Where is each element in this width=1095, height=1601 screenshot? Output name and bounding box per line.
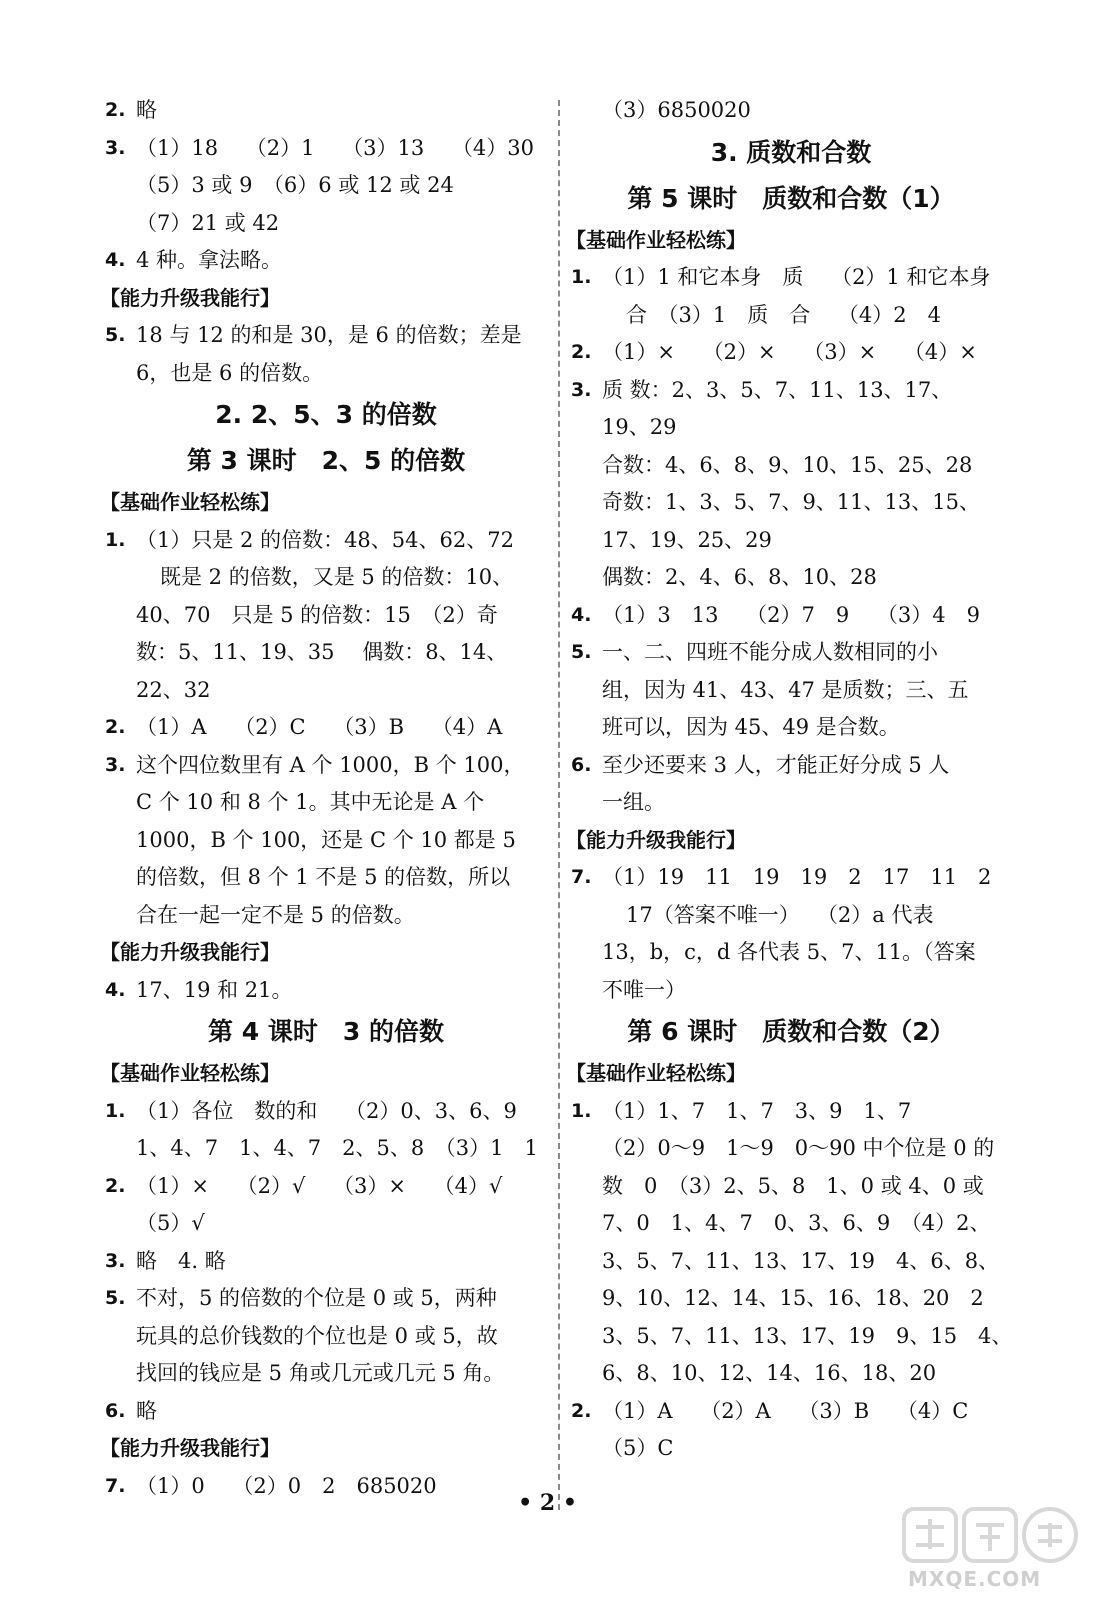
answer-item <box>566 859 1016 897</box>
answer-text: 13，b，c，d 各代表 5、7、11。（答案 <box>602 940 976 964</box>
answer-text: （5）√ <box>136 1211 205 1235</box>
answer-continuation <box>100 1205 552 1243</box>
answer-item <box>100 1393 552 1431</box>
section-heading: 3. 质数和合数 <box>710 137 872 167</box>
answer-continuation <box>566 92 1016 130</box>
answer-text: （5）C <box>602 1436 674 1460</box>
answer-continuation <box>566 297 1016 335</box>
item-number: 7. <box>105 1474 126 1497</box>
item-number: 3. <box>105 753 126 776</box>
item-number: 3. <box>571 378 592 401</box>
answer-text: 40、70 只是 5 的倍数：15 （2）奇 <box>136 602 498 627</box>
answer-continuation <box>100 1130 552 1168</box>
exercise-section-label: 【能力升级我能行】 <box>100 940 280 964</box>
answer-text: （1）各位 数的和 （2）0、3、6、9 <box>136 1098 517 1123</box>
answer-text: 22、32 <box>136 677 211 702</box>
answer-text: （1）3 13 （2）7 9 （3）4 9 <box>602 602 980 627</box>
column-divider <box>558 100 560 1510</box>
answer-text: （2）0～9 1～9 0～90 中个位是 0 的 <box>602 1136 995 1160</box>
answer-text: 组，因为 41、43、47 是质数；三、五 <box>602 677 969 702</box>
answer-item <box>566 1093 1016 1131</box>
answer-continuation <box>566 409 1016 447</box>
exercise-section-label: 【能力升级我能行】 <box>100 285 280 310</box>
answer-text: 的倍数，但 8 个 1 不是 5 的倍数，所以 <box>136 865 511 889</box>
answer-text: 4 种。拿法略。 <box>136 248 283 272</box>
answer-text: （5）3 或 9 （6）6 或 12 或 24 <box>136 173 454 197</box>
item-number: 4. <box>105 978 126 1001</box>
answer-continuation <box>100 1318 552 1356</box>
answer-text: （1）19 11 19 19 2 17 11 2 <box>602 865 992 889</box>
answer-text: 质 数：2、3、5、7、11、13、17、 <box>602 377 953 402</box>
answer-continuation <box>566 972 1016 1010</box>
exercise-section-label: 【基础作业轻松练】 <box>100 490 280 514</box>
answer-text: 找回的钱应是 5 角或几元或几元 5 角。 <box>136 1361 505 1385</box>
answer-continuation <box>566 1318 1016 1356</box>
answer-text: （3）6850020 <box>602 98 751 122</box>
exercise-section-label: 【基础作业轻松练】 <box>100 1061 280 1085</box>
item-number: 6. <box>105 1399 126 1422</box>
item-number: 1. <box>571 266 592 288</box>
answer-text: 奇数：1、3、5、7、9、11、13、15、 <box>602 490 980 514</box>
answer-text: 19、29 <box>602 415 677 439</box>
answer-item <box>566 334 1016 372</box>
answer-continuation <box>100 672 552 710</box>
answer-text: 偶数：2、4、6、8、10、28 <box>602 565 877 589</box>
exercise-section-label: 【基础作业轻松练】 <box>566 1061 746 1085</box>
answer-text: 合在一起一定不是 5 的倍数。 <box>136 902 415 927</box>
item-number: 2. <box>105 1174 126 1197</box>
answer-text: 一组。 <box>602 790 665 814</box>
answer-text: 7、0 1、4、7 0、3、6、9 （4）2、 <box>602 1211 991 1235</box>
answer-continuation <box>100 897 552 935</box>
answer-item <box>100 972 552 1010</box>
answer-continuation <box>566 1430 1016 1468</box>
answer-continuation <box>566 897 1016 935</box>
answer-continuation <box>566 1130 1016 1168</box>
answer-continuation <box>100 205 552 243</box>
answer-continuation <box>566 1205 1016 1243</box>
answer-text: 1000，B 个 100，还是 C 个 10 都是 5 <box>136 827 516 852</box>
item-number: 5. <box>105 1287 126 1309</box>
item-number: 5. <box>105 324 126 346</box>
exercise-section-label: 【能力升级我能行】 <box>100 1436 280 1460</box>
answer-continuation <box>100 597 552 635</box>
exercise-section-label: 【能力升级我能行】 <box>566 827 746 852</box>
answer-continuation <box>566 559 1016 597</box>
item-number: 4. <box>571 603 592 626</box>
answer-text: （1）A （2）A （3）B （4）C <box>602 1398 969 1423</box>
answer-text: 合 （3）1 质 合 （4）2 4 <box>626 302 941 327</box>
answer-text: 17（答案不唯一） （2）a 代表 <box>626 902 934 927</box>
item-number: 7. <box>571 866 592 888</box>
answer-continuation <box>100 559 552 597</box>
answer-item <box>100 1168 552 1206</box>
answer-continuation <box>566 934 1016 972</box>
answer-continuation <box>566 447 1016 485</box>
item-number: 3. <box>105 136 126 159</box>
item-number: 1. <box>105 528 126 551</box>
answer-text: 17、19 和 21。 <box>136 977 293 1002</box>
answer-text: 18 与 12 的和是 30，是 6 的倍数；差是 <box>136 323 522 347</box>
answer-text: 不唯一） <box>602 977 686 1002</box>
item-number: 2. <box>105 99 126 121</box>
answer-continuation <box>566 522 1016 560</box>
answer-text: 3、5、7、11、13、17、19 4、6、8、 <box>602 1248 1000 1273</box>
answer-text: （1）A （2）C （3）B （4）A <box>136 715 503 739</box>
answer-continuation <box>566 709 1016 747</box>
answer-text: 这个四位数里有 A 个 1000，B 个 100， <box>136 752 525 777</box>
answer-item <box>100 522 552 560</box>
answer-item <box>100 1243 552 1281</box>
item-number: 5. <box>571 641 592 663</box>
item-number: 1. <box>571 1099 592 1122</box>
section-heading: 第 6 课时 质数和合数（2） <box>627 1017 955 1046</box>
answer-continuation <box>100 634 552 672</box>
answer-text: C 个 10 和 8 个 1。其中无论是 A 个 <box>136 790 485 814</box>
answer-continuation <box>566 484 1016 522</box>
answer-text: （1）只是 2 的倍数：48、54、62、72 <box>136 527 514 552</box>
answer-item <box>566 597 1016 635</box>
answer-continuation <box>566 1280 1016 1318</box>
answer-text: 既是 2 的倍数，又是 5 的倍数：10、 <box>160 565 514 589</box>
answer-item <box>100 709 552 747</box>
answer-item <box>566 747 1016 785</box>
answer-text: （1）1 和它本身 质 （2）1 和它本身 <box>602 265 991 289</box>
section-heading: 第 5 课时 质数和合数（1） <box>627 183 955 213</box>
answer-continuation <box>566 784 1016 822</box>
answer-text: 略 4. 略 <box>136 1248 226 1273</box>
answer-continuation <box>100 1355 552 1393</box>
answer-text: 班可以，因为 45、49 是合数。 <box>602 715 900 739</box>
answer-continuation <box>566 1168 1016 1206</box>
item-number: 4. <box>105 249 126 271</box>
section-heading: 第 4 课时 3 的倍数 <box>208 1017 444 1046</box>
answer-item <box>100 747 552 785</box>
answer-text: 9、10、12、14、15、16、18、20 2 <box>602 1286 984 1310</box>
answer-text: 数 0 （3）2、5、8 1、0 或 4、0 或 <box>602 1173 984 1198</box>
answer-text: 数：5、11、19、35 偶数：8、14、 <box>136 640 508 664</box>
answer-text: （1）1、7 1、7 3、9 1、7 <box>602 1098 912 1123</box>
answer-text: 至少还要来 3 人，才能正好分成 5 人 <box>602 752 950 777</box>
answer-continuation <box>100 859 552 897</box>
item-number: 2. <box>105 716 126 738</box>
answer-text: （1）18 （2）1 （3）13 （4）30 <box>136 135 534 160</box>
exercise-section-label: 【基础作业轻松练】 <box>566 227 746 252</box>
answer-text: （1）× （2）× （3）× （4）× <box>602 340 977 364</box>
item-number: 3. <box>105 1249 126 1272</box>
answer-text: 1、4、7 1、4、7 2、5、8 （3）1 1 <box>136 1136 538 1160</box>
answer-continuation <box>566 1355 1016 1393</box>
left-column <box>100 92 552 1505</box>
answer-text: （7）21 或 42 <box>136 210 280 235</box>
answer-item <box>100 92 552 130</box>
answer-continuation <box>100 355 552 393</box>
answer-text: 17、19、25、29 <box>602 527 772 552</box>
answer-text: 3、5、7、11、13、17、19 9、15 4、 <box>602 1323 1013 1348</box>
watermark-logo <box>900 1505 1090 1597</box>
answer-item <box>100 1280 552 1318</box>
answer-text: 6、8、10、12、14、16、18、20 <box>602 1361 937 1385</box>
item-number: 2. <box>571 341 592 363</box>
answer-item <box>566 634 1016 672</box>
answer-item <box>100 1093 552 1131</box>
answer-continuation <box>100 822 552 860</box>
section-heading: 第 3 课时 2、5 的倍数 <box>186 446 466 475</box>
answer-item <box>566 1393 1016 1431</box>
answer-item <box>100 130 552 168</box>
answer-continuation <box>566 672 1016 710</box>
answer-item <box>566 259 1016 297</box>
answer-text: 6，也是 6 的倍数。 <box>136 360 324 385</box>
right-column <box>566 92 1016 1468</box>
section-heading: 2. 2、5、3 的倍数 <box>215 400 437 429</box>
answer-continuation <box>566 1243 1016 1281</box>
answer-text: 不对，5 的倍数的个位是 0 或 5，两种 <box>136 1286 497 1310</box>
answer-text: 玩具的总价钱数的个位也是 0 或 5，故 <box>136 1323 498 1348</box>
item-number: 2. <box>571 1399 592 1422</box>
answer-item <box>566 372 1016 410</box>
answer-item <box>100 317 552 355</box>
answer-text: 略 <box>136 1398 157 1423</box>
answer-continuation <box>100 167 552 205</box>
answer-text: 一、二、四班不能分成人数相同的小 <box>602 640 938 664</box>
watermark-text: MXQE.COM <box>908 1567 1042 1591</box>
page-number: • 2 • <box>518 1490 577 1516</box>
answer-continuation <box>100 784 552 822</box>
answer-text: 略 <box>136 98 157 122</box>
item-number: 6. <box>571 753 592 776</box>
answer-item <box>100 242 552 280</box>
answer-text: 合数：4、6、8、9、10、15、25、28 <box>602 452 973 477</box>
answer-text: （1）0 （2）0 2 685020 <box>136 1473 437 1498</box>
answer-text: （1）× （2）√ （3）× （4）√ <box>136 1173 503 1198</box>
item-number: 1. <box>105 1099 126 1122</box>
